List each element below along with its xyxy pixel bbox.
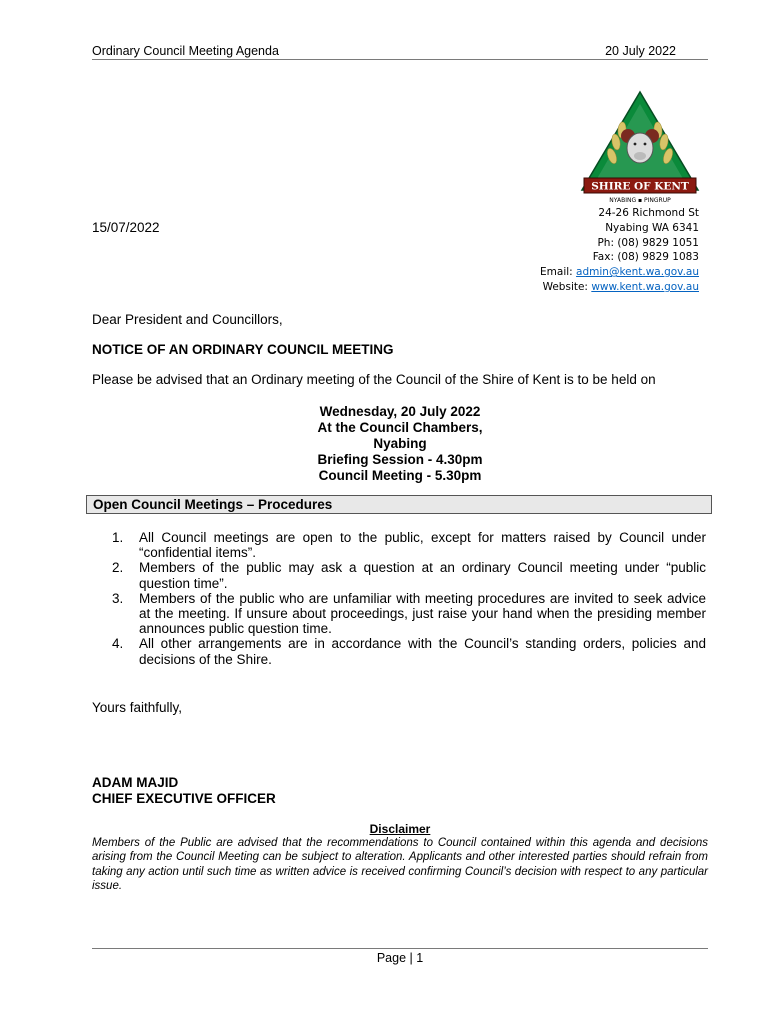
letter-date: 15/07/2022 — [92, 220, 160, 235]
salutation: Dear President and Councillors, — [92, 312, 283, 327]
signatory-title: CHIEF EXECUTIVE OFFICER — [92, 791, 276, 806]
website-label: Website: — [542, 280, 592, 293]
list-item: 4. All other arrangements are in accordance with the Council’s standing orders, policies and decisions of the Shire. — [112, 636, 706, 667]
address-phone: Ph: (08) 9829 1051 — [597, 236, 699, 249]
website-link[interactable]: www.kent.wa.gov.au — [591, 280, 699, 293]
procedure-text: All Council meetings are open to the public, except for matters raised by Council under “confidential items”. — [139, 530, 706, 561]
disclaimer-body: Members of the Public are advised that the recommendations to Council contained within this agenda and decisions arising from the Council Meeting can be subject to alteration. Applicants and other interested parties should refrain from taking any action until such time as written advice is received confirming Council’s decision with respect to any particular issue. — [92, 837, 708, 892]
procedure-text: Members of the public who are unfamiliar with meeting procedures are invited to seek advice at the meeting. If unsure about proceedings, just raise your hand when the presiding member announces public question time. — [139, 590, 706, 637]
address-fax: Fax: (08) 9829 1083 — [592, 251, 699, 264]
email-label: Email: — [540, 266, 577, 279]
list-item: 3. Members of the public who are unfamiliar with meeting procedures are invited to seek advice at the meeting. If unsure about proceedings, just raise your hand when the presiding member announces public question time. — [112, 590, 706, 637]
notice-title: NOTICE OF AN ORDINARY COUNCIL MEETING — [92, 342, 394, 357]
header-date: 20 July 2022 — [605, 44, 676, 58]
intro-text: Please be advised that an Ordinary meeting of the Council of the Shire of Kent is to be held on — [92, 372, 656, 387]
signatory — [92, 775, 276, 807]
meeting-details — [92, 404, 708, 484]
meeting-council: Council Meeting - 5.30pm — [318, 468, 482, 483]
signatory-name: ADAM MAJID — [92, 775, 179, 790]
address-line2: Nyabing WA 6341 — [605, 221, 699, 234]
address-line1: 24-26 Richmond St — [598, 207, 699, 219]
header-rule — [92, 59, 708, 60]
email-link[interactable]: admin@kent.wa.gov.au — [576, 266, 699, 279]
logo-name: SHIRE OF KENT — [591, 180, 689, 193]
procedure-text: Members of the public may ask a question at an ordinary Council meeting under “public question time”. — [139, 560, 706, 591]
meeting-date: Wednesday, 20 July 2022 — [319, 404, 481, 419]
meeting-town: Nyabing — [373, 436, 427, 451]
page-number: Page | 1 — [376, 951, 424, 965]
shire-of-kent-logo — [578, 90, 702, 206]
procedures-title: Open Council Meetings – Procedures — [93, 497, 333, 512]
logo-sub: NYABING ▪ PINGRUP — [609, 197, 671, 204]
disclaimer-title: Disclaimer — [369, 822, 431, 836]
address-block — [540, 206, 699, 295]
meeting-briefing: Briefing Session - 4.30pm — [317, 452, 483, 467]
list-item: 2. Members of the public may ask a question at an ordinary Council meeting under “public question time”. — [112, 560, 706, 591]
address-email-row — [540, 265, 699, 280]
procedure-text: All other arrangements are in accordance with the Council’s standing orders, policies and decisions of the Shire. — [139, 636, 706, 667]
list-item: 1. All Council meetings are open to the public, except for matters raised by Council under “confidential items”. — [112, 530, 706, 561]
meeting-venue: At the Council Chambers, — [317, 420, 483, 435]
header-title: Ordinary Council Meeting Agenda — [92, 44, 279, 58]
procedures-list — [112, 530, 706, 667]
closing: Yours faithfully, — [92, 700, 183, 715]
footer-rule — [92, 948, 708, 949]
address-website-row — [540, 280, 699, 295]
